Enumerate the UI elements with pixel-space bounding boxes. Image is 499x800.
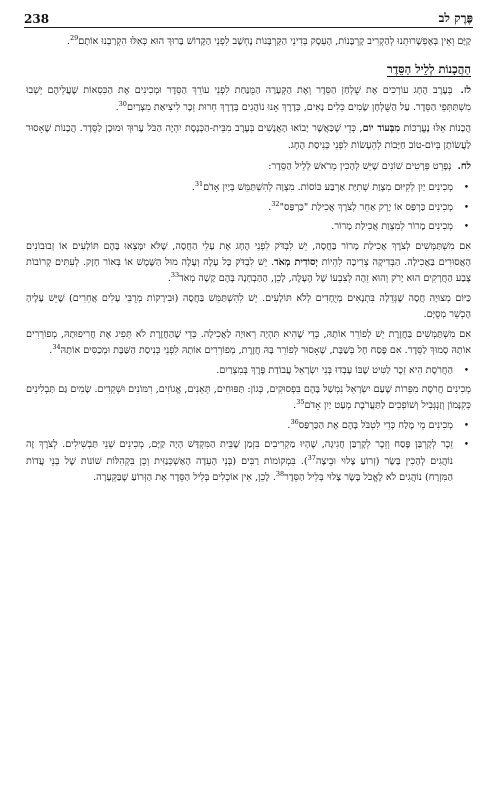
bullet-text: מְכִינִים מָרוֹר לְמִצְוַת אֲכִילַת מָרוֹר. bbox=[331, 221, 453, 233]
list-item bbox=[26, 180, 471, 196]
list-item bbox=[26, 437, 471, 486]
footnote-ref: 38 bbox=[275, 469, 285, 478]
bullet-text: הַחֲרֹסֶת הִיא זֵכֶר לַטִּיט שֶׁבּוֹ עָבְדוּ בְּנֵי יִשְׂרָאֵל עֲבוֹדַת פֶּרֶךְ בְּמִצְרַיִם. bbox=[216, 364, 453, 376]
sub-text: אִם מִשְׁתַּמְּשִׁים לְצֹרֶךְ אֲכִילַת מָרוֹר בַּחֲסָה, יֵשׁ לִבְדֹּק לִפְנֵי הֶחָג אֶת עָלֵי הַחֲסָה, שֶׁלֹּא יִמָּצְאוּ בָּהֶם תּוֹלָעִים אוֹ זְבוּבוֹנִים הָאֲסוּרִים בַּאֲכִילָה. הַבְּדִיקָה צְרִיכָה לִהְיוֹת bbox=[26, 240, 471, 269]
list-item bbox=[26, 219, 471, 235]
bullet-end: . bbox=[191, 182, 195, 194]
header-rule bbox=[24, 27, 473, 28]
bullet-icon: • bbox=[463, 365, 469, 376]
intro-text: קַיָּם וְאֵין בְּאֶפְשָׁרוּתֵנוּ לְהַקְרִיב קָרְבָּנוֹת, הָעֵסֶק בְּדִינֵי הַקָּרְבָּנוֹת נֶחְשָׁב לִפְנֵי הַקָּדוֹשׁ בָּרוּךְ הוּא כְּאִלּוּ הִקְרַבְנוּ אוֹתָם bbox=[78, 36, 471, 47]
bullet-end: . bbox=[268, 201, 272, 213]
intro-end: . bbox=[66, 36, 70, 47]
bullet-icon: • bbox=[463, 183, 469, 194]
bullet-icon: • bbox=[463, 420, 469, 431]
bullet-text-span: זֵכֶר לְקָרְבַּן פֶּסַח וְזֵכֶר לְקָרְבַּן חֲגִיגָה, שֶׁהָיוּ מַקְרִיבִים בִּזְמַן שֶׁבֵּית הַמִּקְדָּשׁ הָיָה קַיָּם, מְכִינִים שְׁנֵי תַּבְשִׁילִים. לְצֹרֶךְ זֶה נוֹהֲגִים לְהָכִין בָּשָׂר (זְרוֹעַ צָלוּי וּבֵיצָה bbox=[26, 439, 453, 467]
prep-text-b: , כְּדֵי שֶׁכַּאֲשֶׁר יָבוֹאוּ הָאֲנָשִׁים בְּעֶרֶב מִבֵּית-הַכְּנֶסֶת יִהְיֶה הַכֹּל עָרוּךְ וּמוּכָן לַסֵּדֶר. הֲכָנוֹת שֶׁאָסוּר לַעֲשׂוֹתָן בְּיוֹם-טוֹב חַיָּבוֹת לְהֵעָשׂוֹת לִפְנֵי כְּנִיסַת הֶחָג. bbox=[26, 123, 471, 151]
bullet-end: . bbox=[287, 419, 291, 431]
bullet-list bbox=[26, 418, 471, 487]
page-header bbox=[24, 2, 473, 26]
bullet-icon: • bbox=[463, 440, 469, 451]
footnote-ref: 30 bbox=[118, 99, 127, 108]
chapter-title: פֶּרֶק לב bbox=[438, 11, 473, 25]
footnote-ref: 34 bbox=[52, 342, 61, 351]
list-item bbox=[26, 418, 471, 434]
list-item bbox=[26, 363, 471, 379]
bullet-text bbox=[26, 200, 453, 216]
footnote-ref: 33 bbox=[170, 271, 180, 280]
footnote-ref: 36 bbox=[290, 417, 299, 426]
paragraph-text: נְפָרֵט פְּרָטִים שׁוֹנִים שֶׁיֵּשׁ לְהָכִין מֵרֹאשׁ לְלֵיל הַסֵּדֶר: bbox=[268, 161, 452, 173]
sub-paragraph bbox=[26, 327, 471, 360]
prep-bold: מִבְּעוֹד יוֹם bbox=[362, 123, 401, 135]
paragraph-lz bbox=[26, 83, 471, 116]
prep-text-a: הֲכָנוֹת אֵלּוּ נֶעֱרָכוֹת bbox=[400, 123, 471, 135]
sub-text: מְכִינִים חֲרֹסֶת מִפֵּרוֹת שֶׁעַם יִשְׂרָאֵל נִמְשַׁל בָּהֶם בִּפְסוּקִים, כְּגוֹן: תַּפּוּחִים, תְּאֵנִים, אֱגוֹזִים, רִמּוֹנִים וּשְׁקֵדִים. שָׂמִים גַּם תַּבְלִינִים כְּקִנָּמוֹן וְזַנְגְּבִיל וְשׁוֹפְכִים לַתַּעֲרֹבֶת מְעַט יַיִן אָדֹם bbox=[26, 383, 471, 412]
footnote-ref: 37 bbox=[307, 453, 316, 462]
sub-paragraph bbox=[26, 239, 471, 288]
bullet-text bbox=[26, 437, 453, 486]
footnote-ref: 31 bbox=[194, 180, 204, 189]
sub-text: אִם מִשְׁתַּמְּשִׁים בַּחֲזֶרֶת יֵשׁ לְפוֹרֵר אוֹתָהּ, כְּדֵי שֶׁהִיא תִּהְיֶה רְאוּיָה לַאֲכִילָה. כְּדֵי שֶׁהַחֲזֶרֶת לֹא תְּפִיג אֶת חֲרִיפוּתָהּ, מְפוֹרְרִים אוֹתָהּ סָמוּךְ לַסֵּדֶר. אִם פֶּסַח חָל בְּשַׁבָּת, שֶׁאָסוּר לְפוֹרֵר בָּהּ חֲזֶרֶת, מְפוֹרְרִים אוֹתָהּ לִפְנֵי כְּנִיסַת הַשַּׁבָּת וּמְכַסִּים אוֹתָהּ bbox=[26, 328, 471, 357]
sub-end: . bbox=[49, 345, 53, 357]
paragraph-text: בְּעֶרֶב הֶחָג עוֹרְכִים אֶת שֻׁלְחַן הַסֵּדֶר וְאֶת הַקְּעָרָה הַמֻּנַּחַת לִפְנֵי עוֹרֵךְ הַסֵּדֶר וּמְכִינִים אֶת הַכִּסְאוֹת שֶׁעֲלֵיהֶם יֵשְׁבוּ מִשְׁתַּתְּפֵי הַסֵּדֶר. עַל הַשֻּׁלְחָן שָׂמִים כֵּלִים נָאִים, כְּדֶרֶךְ אָנוּ נוֹהֲגִים בְּדֶרֶךְ חֵרוּת זֵכֶר לִיצִיאַת מִצְרַיִם bbox=[26, 85, 471, 113]
sub-end: . bbox=[167, 273, 171, 285]
bullet-icon: • bbox=[463, 222, 469, 233]
footnote-ref: 32 bbox=[271, 199, 280, 208]
bullet-text-c: . לָכֵן, אֵין אוֹכְלִים בְּלֵיל הַסֵּדֶר אֶת הַזְּרוֹעַ שֶׁבַּקְּעָרָה. bbox=[93, 471, 276, 483]
sub-end: . bbox=[293, 400, 297, 412]
sub-paragraph: כַּיּוֹם מְצוּיָה חֲסָה שֶׁגְּדֵלָה בִּתְנָאִים מְיֻחָדִים לְלֹא תּוֹלָעִים. יֵשׁ לְהִשְׁתַּמֵּשׁ בַּחֲסָה (וּבִירָקוֹת מְרֻבֵּי עָלִים אֲחֵרִים) שֶׁיֵּשׁ עָלֶיהָ הֶכְשֵׁר מְסֻיָּם. bbox=[26, 292, 471, 321]
page-number: 238 bbox=[24, 12, 50, 26]
paragraph-lh bbox=[26, 159, 471, 175]
bullet-text bbox=[26, 180, 453, 196]
paragraph-end: . bbox=[115, 101, 119, 113]
bullet-text-b: ). בִּמְקוֹמוֹת רַבִּים (בְּנֵי הָעֵדָה הָאַשְׁכְּנַזִּית וְכֵן בִּקְהִלּוֹת שׁוֹנוֹת שֶׁל בְּנֵי עֲדוֹת הַמִּזְרָח) נוֹהֲגִים לֹא לֶאֱכֹל בָּשָׂר צָלוּי בְּלֵיל הַסֵּדֶר bbox=[26, 455, 453, 483]
sub-paragraph bbox=[26, 382, 471, 415]
bullet-icon: • bbox=[463, 202, 469, 213]
intro-paragraph bbox=[26, 34, 471, 50]
list-item bbox=[26, 200, 471, 216]
paragraph-preparations bbox=[26, 121, 471, 154]
paragraph-number: לז. bbox=[460, 85, 471, 97]
sub-bold: יְסוֹדִית מְאֹד bbox=[274, 257, 318, 269]
bullet-text-span: מְכִינִים כַּרְפַּס אוֹ יָרָק אַחֵר לְצֹרֶךְ אֲכִילַת "כַּרְפַּס" bbox=[279, 201, 453, 213]
footnote-ref: 29 bbox=[69, 33, 79, 42]
section-title: הַהֲכָנוֹת לְלֵיל הַסֵּדֶר bbox=[386, 62, 471, 77]
bullet-text-span: מְכִינִים יַיִן לְקִיּוּם מִצְוַת שְׁתִיַּת אַרְבַּע כּוֹסוֹת. מִצְוָה לְהִשְׁתַּמֵּשׁ בְּיַיִן אָדֹם bbox=[203, 182, 453, 194]
sub-text-b: . יֵשׁ לִבְדֹּק כָּל עָלֶה וְעָלֶה מוּל הַשֶּׁמֶשׁ אוֹ בְּאוֹר חָזָק. לְעִתִּים קְרוֹבוֹת צֶבַע הַחֲרָקִים הוּא יָרֹק וְהוּא זֵהֶה לְצִבְעוֹ שֶׁל הֶעָלֶה, לָכֵן, הַהַבְחָנָה בָּהֶם קָשָׁה מְאֹד bbox=[26, 257, 471, 285]
bullet-list bbox=[26, 363, 471, 379]
bullet-list bbox=[26, 180, 471, 235]
bullet-text bbox=[26, 418, 453, 434]
bullet-text-span: מְכִינִים מֵי מֶלַח כְּדֵי לִטְבֹּל בָּהֶם אֶת הַכַּרְפַּס bbox=[298, 419, 453, 431]
footnote-ref: 35 bbox=[296, 398, 305, 407]
paragraph-number: לח. bbox=[457, 161, 471, 173]
